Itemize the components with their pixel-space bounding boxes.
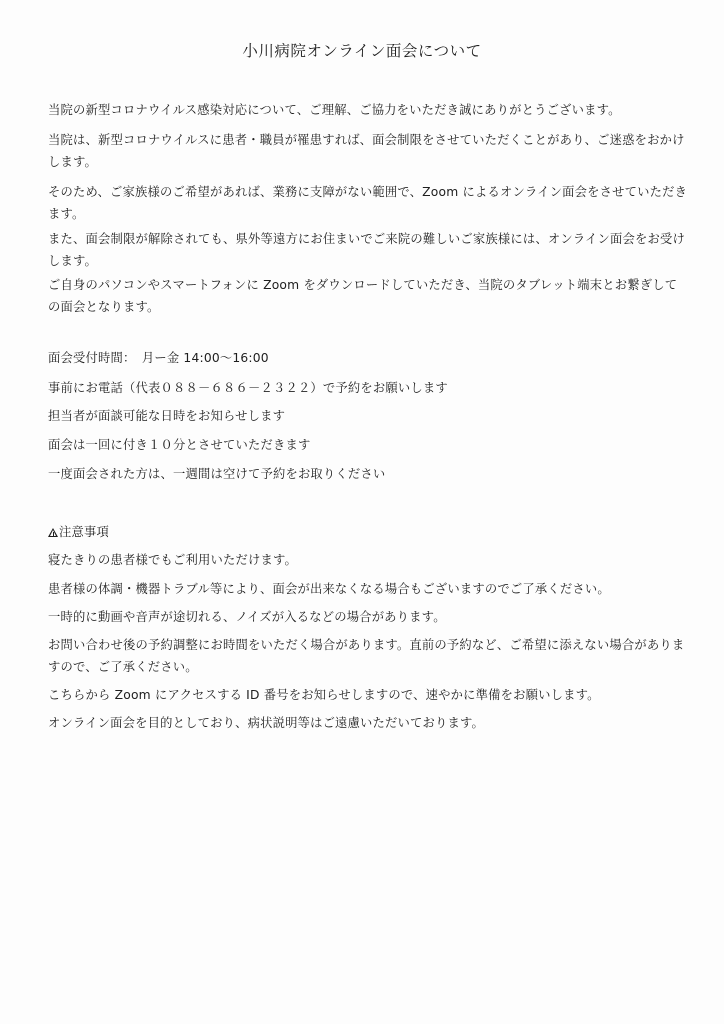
- intro-paragraph-5: ご自身のパソコンやスマートフォンに Zoom をダウンロードしていただき、当院のタブレット端末とお繋ぎしての面会となります。: [48, 278, 678, 314]
- reception-duration: 面会は一回に付き１０分とさせていただきます: [48, 438, 311, 452]
- note-item-2: 患者様の体調・機器トラブル等により、面会が出来なくなる場合もございますのでご了承ください。: [48, 582, 610, 596]
- note-item-6: オンライン面会を目的としており、病状説明等はご遠慮いただいております。: [48, 716, 485, 730]
- page-title: 小川病院オンライン面会について: [242, 42, 482, 60]
- note-item-3: 一時的に動画や音声が途切れる、ノイズが入るなどの場合があります。: [48, 610, 446, 624]
- warning-icon: [48, 528, 58, 537]
- reception-phone: 事前にお電話（代表０８８－６８６－２３２２）で予約をお願いします: [48, 381, 448, 395]
- intro-paragraph-1: 当院の新型コロナウイルス感染対応について、ご理解、ご協力をいただき誠にありがとうございます。: [48, 103, 621, 117]
- reception-schedule: 担当者が面談可能な日時をお知らせします: [48, 409, 286, 423]
- notes-heading-label: 注意事項: [59, 525, 109, 539]
- notes-heading: [48, 521, 688, 543]
- note-item-1: 寝たきりの患者様でもご利用いただけます。: [48, 553, 297, 567]
- intro-paragraph-3: そのため、ご家族様のご希望があれば、業務に支障がない範囲で、Zoom によるオンライン面会をさせていただきます。: [48, 185, 688, 221]
- note-item-4: お問い合わせ後の予約調整にお時間をいただく場合があります。直前の予約など、ご希望に添えない場合がありますので、ご了承ください。: [48, 638, 685, 674]
- reception-hours: 面会受付時間： 月ー金 14:00～16:00: [48, 351, 269, 365]
- reception-interval: 一度面会された方は、一週間は空けて予約をお取りください: [48, 467, 386, 481]
- intro-paragraph-4: また、面会制限が解除されても、県外等遠方にお住まいでご来院の難しいご家族様には、オンライン面会をお受けします。: [48, 232, 685, 268]
- note-item-5: こちらから Zoom にアクセスする ID 番号をお知らせしますので、速やかに準備をお願いします。: [48, 688, 600, 702]
- intro-paragraph-2: 当院は、新型コロナウイルスに患者・職員が罹患すれば、面会制限をさせていただくことがあり、ご迷惑をおかけします。: [48, 133, 685, 169]
